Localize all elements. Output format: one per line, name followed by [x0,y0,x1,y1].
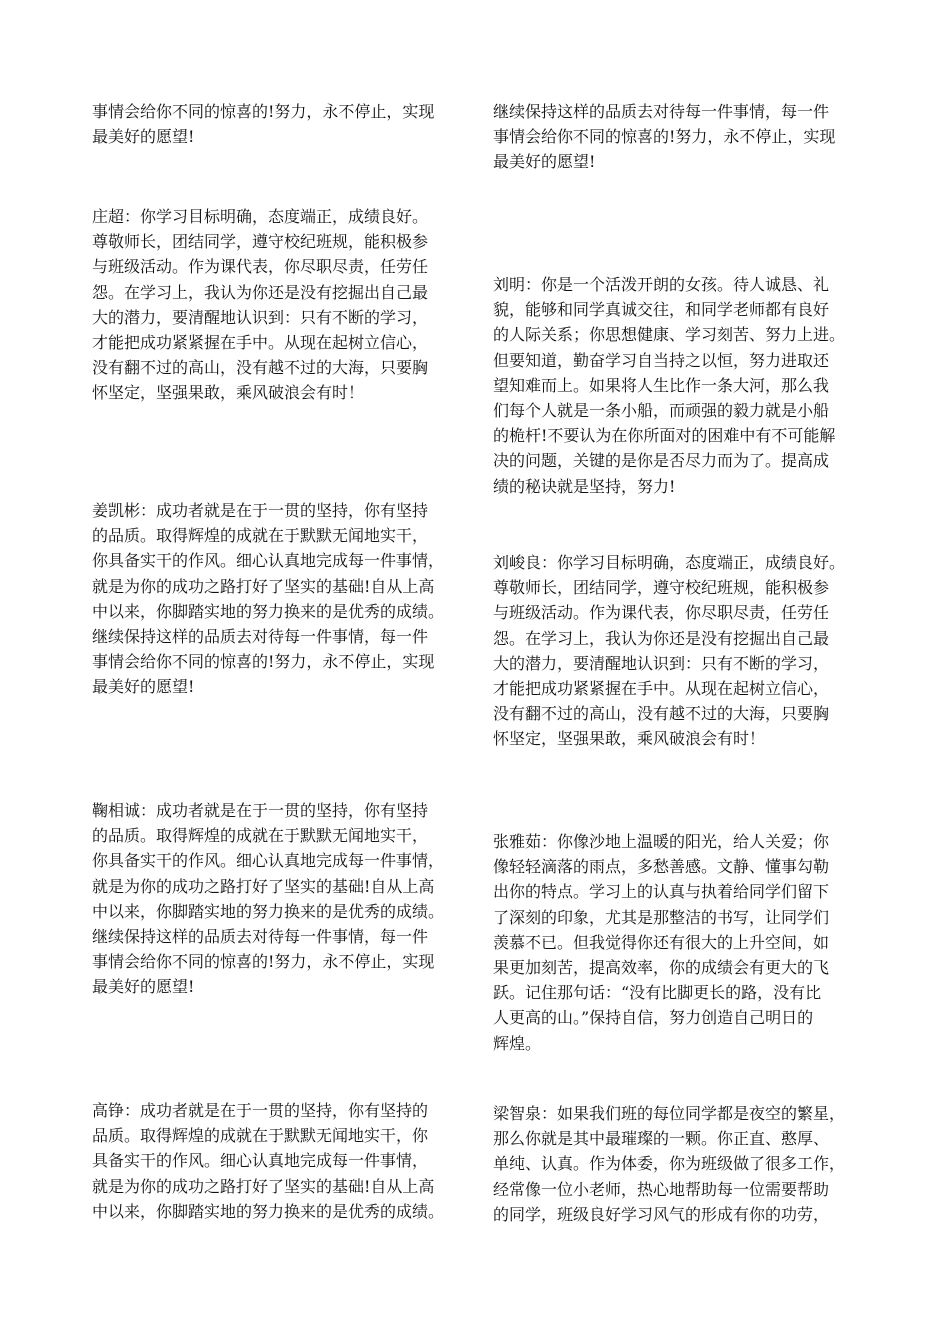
comment-paragraph: 梁智泉：如果我们班的每位同学都是夜空的繁星， 那么你就是其中最璀璨的一颗。你正直、憨厚、 单纯、认真。作为体委，你为班级做了很多工作， 经常像一位小老师，热心地帮助每一位需要帮助 的同学，班级良好学习风气的形成有你的功劳， [493,1104,846,1224]
comment-paragraph: 张雅茹：你像沙地上温暖的阳光，给人关爱；你 像轻轻滴落的雨点，多愁善感。文静、懂事勾勒 出你的特点。学习上的认真与执着给同学们留下 了深刻的印象，尤其是那整洁的书写，让同学们 羡慕不已。但我觉得你还有很大的上升空间，如 果更加刻苦，提高效率，你的成绩会有更大的飞 跃。记住那句话：“没有比脚更长的路，没有比 人更高的山。”保持自信，努力创造自己明日的 辉煌。 [493,832,830,1053]
comment-paragraph: 刘峻良：你学习目标明确，态度端正，成绩良好。 尊敬师长，团结同学，遵守校纪班规，能积极参 与班级活动。作为课代表，你尽职尽责，任劳任 怨。在学习上，我认为你还是没有挖掘出自己最 大的潜力，要清醒地认识到：只有不断的学习， 才能把成功紧紧握在手中。从现在起树立信心， 没有翻不过的高山，没有越不过的大海，只要胸 怀坚定，坚强果敢，乘风破浪会有时！ [493,553,846,749]
comment-paragraph: 高铮：成功者就是在于一贯的坚持，你有坚持的 品质。取得辉煌的成就在于默默无闻地实干，你 具备实干的作风。细心认真地完成每一件事情， 就是为你的成功之路打好了坚实的基础!自从上高 中以来，你脚踏实地的努力换来的是优秀的成绩。 [92,1101,445,1221]
comment-paragraph: 姜凯彬：成功者就是在于一贯的坚持，你有坚持 的品质。取得辉煌的成就在于默默无闻地实干， 你具备实干的作风。细心认真地完成每一件事情， 就是为你的成功之路打好了坚实的基础!自从上高 中以来，你脚踏实地的努力换来的是优秀的成绩。 继续保持这样的品质去对待每一件事情，每一件 事情会给你不同的惊喜的!努力，永不停止，实现 最美好的愿望! [92,501,445,697]
comment-paragraph: 鞠相诚：成功者就是在于一贯的坚持，你有坚持 的品质。取得辉煌的成就在于默默无闻地实干， 你具备实干的作风。细心认真地完成每一件事情， 就是为你的成功之路打好了坚实的基础!自从上高 中以来，你脚踏实地的努力换来的是优秀的成绩。 继续保持这样的品质去对待每一件事情，每一件 事情会给你不同的惊喜的!努力，永不停止，实现 最美好的愿望! [92,801,445,997]
comment-paragraph: 事情会给你不同的惊喜的!努力，永不停止，实现 最美好的愿望! [92,102,435,147]
comment-paragraph: 继续保持这样的品质去对待每一件事情，每一件 事情会给你不同的惊喜的!努力，永不停止，实现 最美好的愿望! [493,102,836,172]
comment-paragraph: 刘明：你是一个活泼开朗的女孩。待人诚恳、礼 貌，能够和同学真诚交往，和同学老师都有良好 的人际关系；你思想健康、学习刻苦、努力上进。 但要知道，勤奋学习自当持之以恒，努力进取还 望知难而上。如果将人生比作一条大河，那么我 们每个人就是一条小船，而顽强的毅力就是小船 的桅杆!不要认为在你所面对的困难中有不可能解 决的问题，关键的是你是否尽力而为了。提高成 绩的秘诀就是坚持，努力! [493,275,846,496]
comment-paragraph: 庄超：你学习目标明确，态度端正，成绩良好。 尊敬师长，团结同学，遵守校纪班规，能积极参 与班级活动。作为课代表，你尽职尽责，任劳任 怨。在学习上，我认为你还是没有挖掘出自己最 大的潜力，要清醒地认识到：只有不断的学习， 才能把成功紧紧握在手中。从现在起树立信心， 没有翻不过的高山，没有越不过的大海，只要胸 怀坚定，坚强果敢，乘风破浪会有时！ [92,207,429,403]
